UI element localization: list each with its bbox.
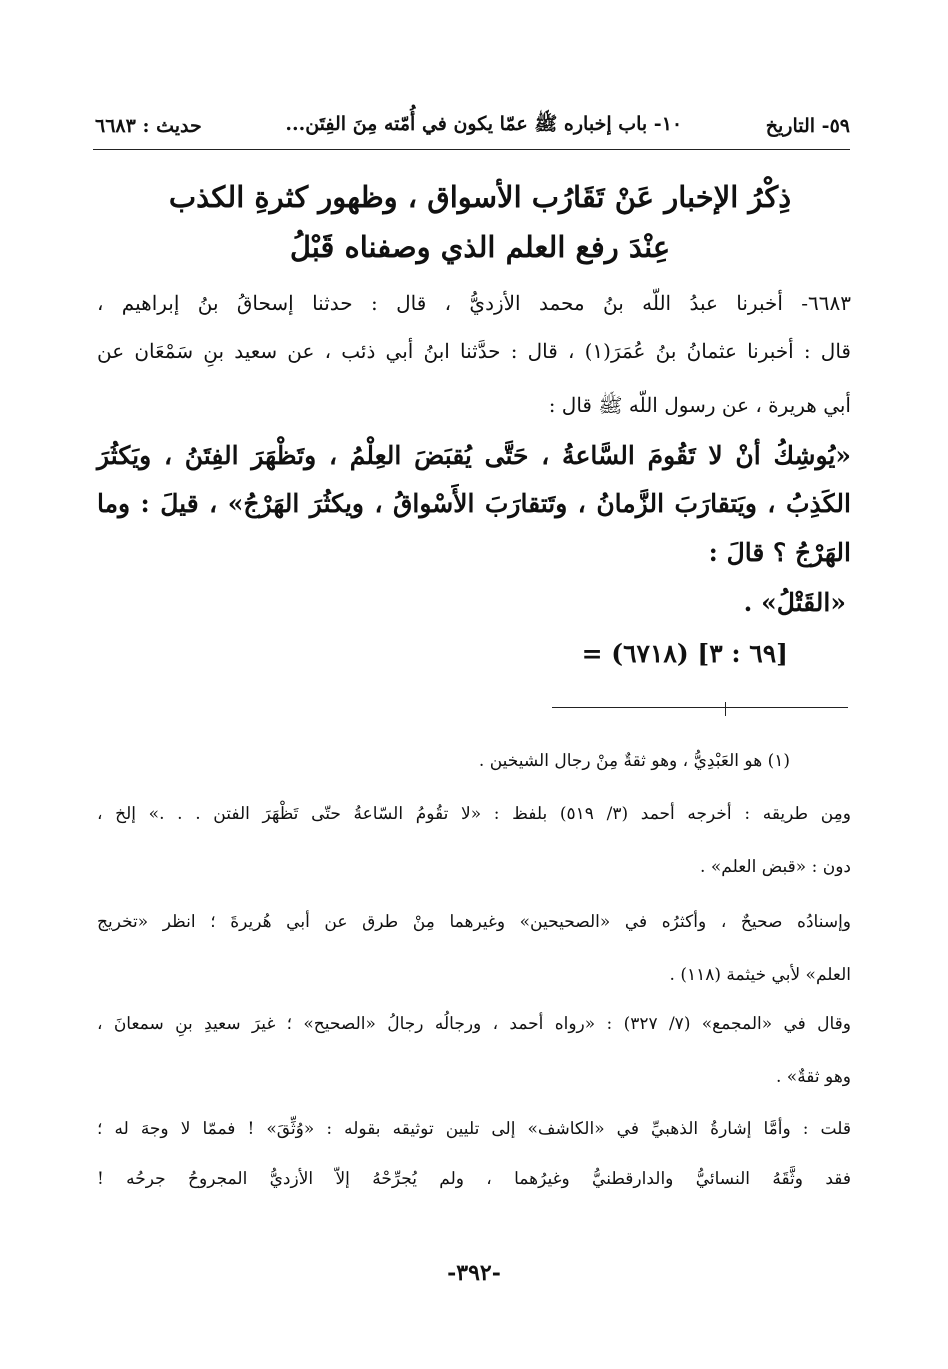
footnote-1: (١) هو العَبْدِيُّ ، وهو ثقةٌ مِنْ رجال الشيخين . (478, 751, 790, 771)
chapter-title-line-2: عِنْدَ رفع العلم الذي وصفناه قَبْلُ (289, 230, 671, 264)
footnote-line-3: دون : «قبض العلم» . (700, 857, 851, 877)
footnote-line-6: وقال في «المجمع» (٧/ ٣٢٧) : «رواه أحمد ، ورجالُه رجالُ «الصحيح» ؛ غيرَ سعيدِ بنِ سمعانَ ، (97, 1014, 851, 1034)
footnote-divider-tick (725, 702, 726, 716)
isnad-line-3: أبي هريرة ، عن رسول اللّه ﷺ قال : (548, 393, 851, 417)
footnote-divider (552, 707, 848, 708)
header-chapter: ٥٩- التاريخ (765, 115, 850, 137)
matn-line-3: الهَرْجُ ؟ قالَ : (708, 538, 851, 567)
running-header (95, 106, 850, 146)
footnote-line-5: العلم» لأبي خيثمة (١١٨) . (669, 965, 851, 985)
header-hadith-ref: حديث : ٦٦٨٣ (95, 115, 202, 137)
matn-line-4: «القَتْلُ» . (743, 588, 846, 617)
isnad-line-1: ٦٦٨٣- أخبرنا عبدُ اللّه بنُ محمد الأزديُّ ، قال : حدثنا إسحاقُ بنُ إبراهيم ، (97, 291, 851, 315)
footnote-line-2: ومِن طريقه : أخرجه أحمد (٣/ ٥١٩) بلفظ : «لا تقُومُ السّاعةُ حتّى تَظْهَرَ الفتن . . .» إلخ ، (97, 804, 851, 824)
footnote-line-9: فقد وثَّقَهُ النسائيُّ والدارقطنيُّ وغيرُهما ، ولم يُجرِّحْهُ إلاّ الأزديُّ المجروحُ جرحُه ! (97, 1169, 851, 1189)
cross-reference: [٦٩ : ٣] (٦٧١٨) = (581, 639, 788, 668)
header-section: ١٠- باب إخباره ﷺ عمّا يكون في أُمّته مِنَ الفِتَن... (285, 113, 683, 135)
isnad-line-2: قال : أخبرنا عثمانُ بنُ عُمَرَ(١) ، قال : حدَّثنا ابنُ أبي ذئب ، عن سعيد بنِ سَمْعَان عن (97, 339, 851, 363)
chapter-title-line-1: ذِكْرُ الإخبار عَنْ تَقَارُب الأسواق ، وظهور كثرةِ الكذب (168, 180, 792, 214)
page-number: -٣٩٢- (447, 1260, 501, 1286)
header-divider (93, 149, 850, 150)
footnote-line-8: قلت : وأمَّا إشارةُ الذهبيِّ في «الكاشف» إلى تليين توثيقه بقوله : «وُثِّقَ» ! فممّا لا وجهَ له ؛ (97, 1119, 851, 1139)
matn-line-2: الكَذِبُ ، ويَتقارَبَ الزَّمانُ ، وتَتقارَبَ الأَسْواقُ ، ويكثُرَ الهَرْجُ» ، قيلَ : وما (97, 489, 851, 518)
footnote-line-4: وإسنادُه صحيحٌ ، وأكثرُه في «الصحيحين» وغيرهما مِنْ طرق عن أبي هُريرةَ ؛ انظر «تخريج (97, 912, 851, 932)
matn-line-1: «يُوشِكُ أنْ لا تَقُومَ السَّاعةُ ، حَتَّى يُقبَضَ العِلْمُ ، وتَظْهَرَ الفِتَنُ ، ويَكثُرَ (97, 441, 851, 470)
footnote-line-7: وهو ثقةٌ» . (775, 1067, 851, 1087)
